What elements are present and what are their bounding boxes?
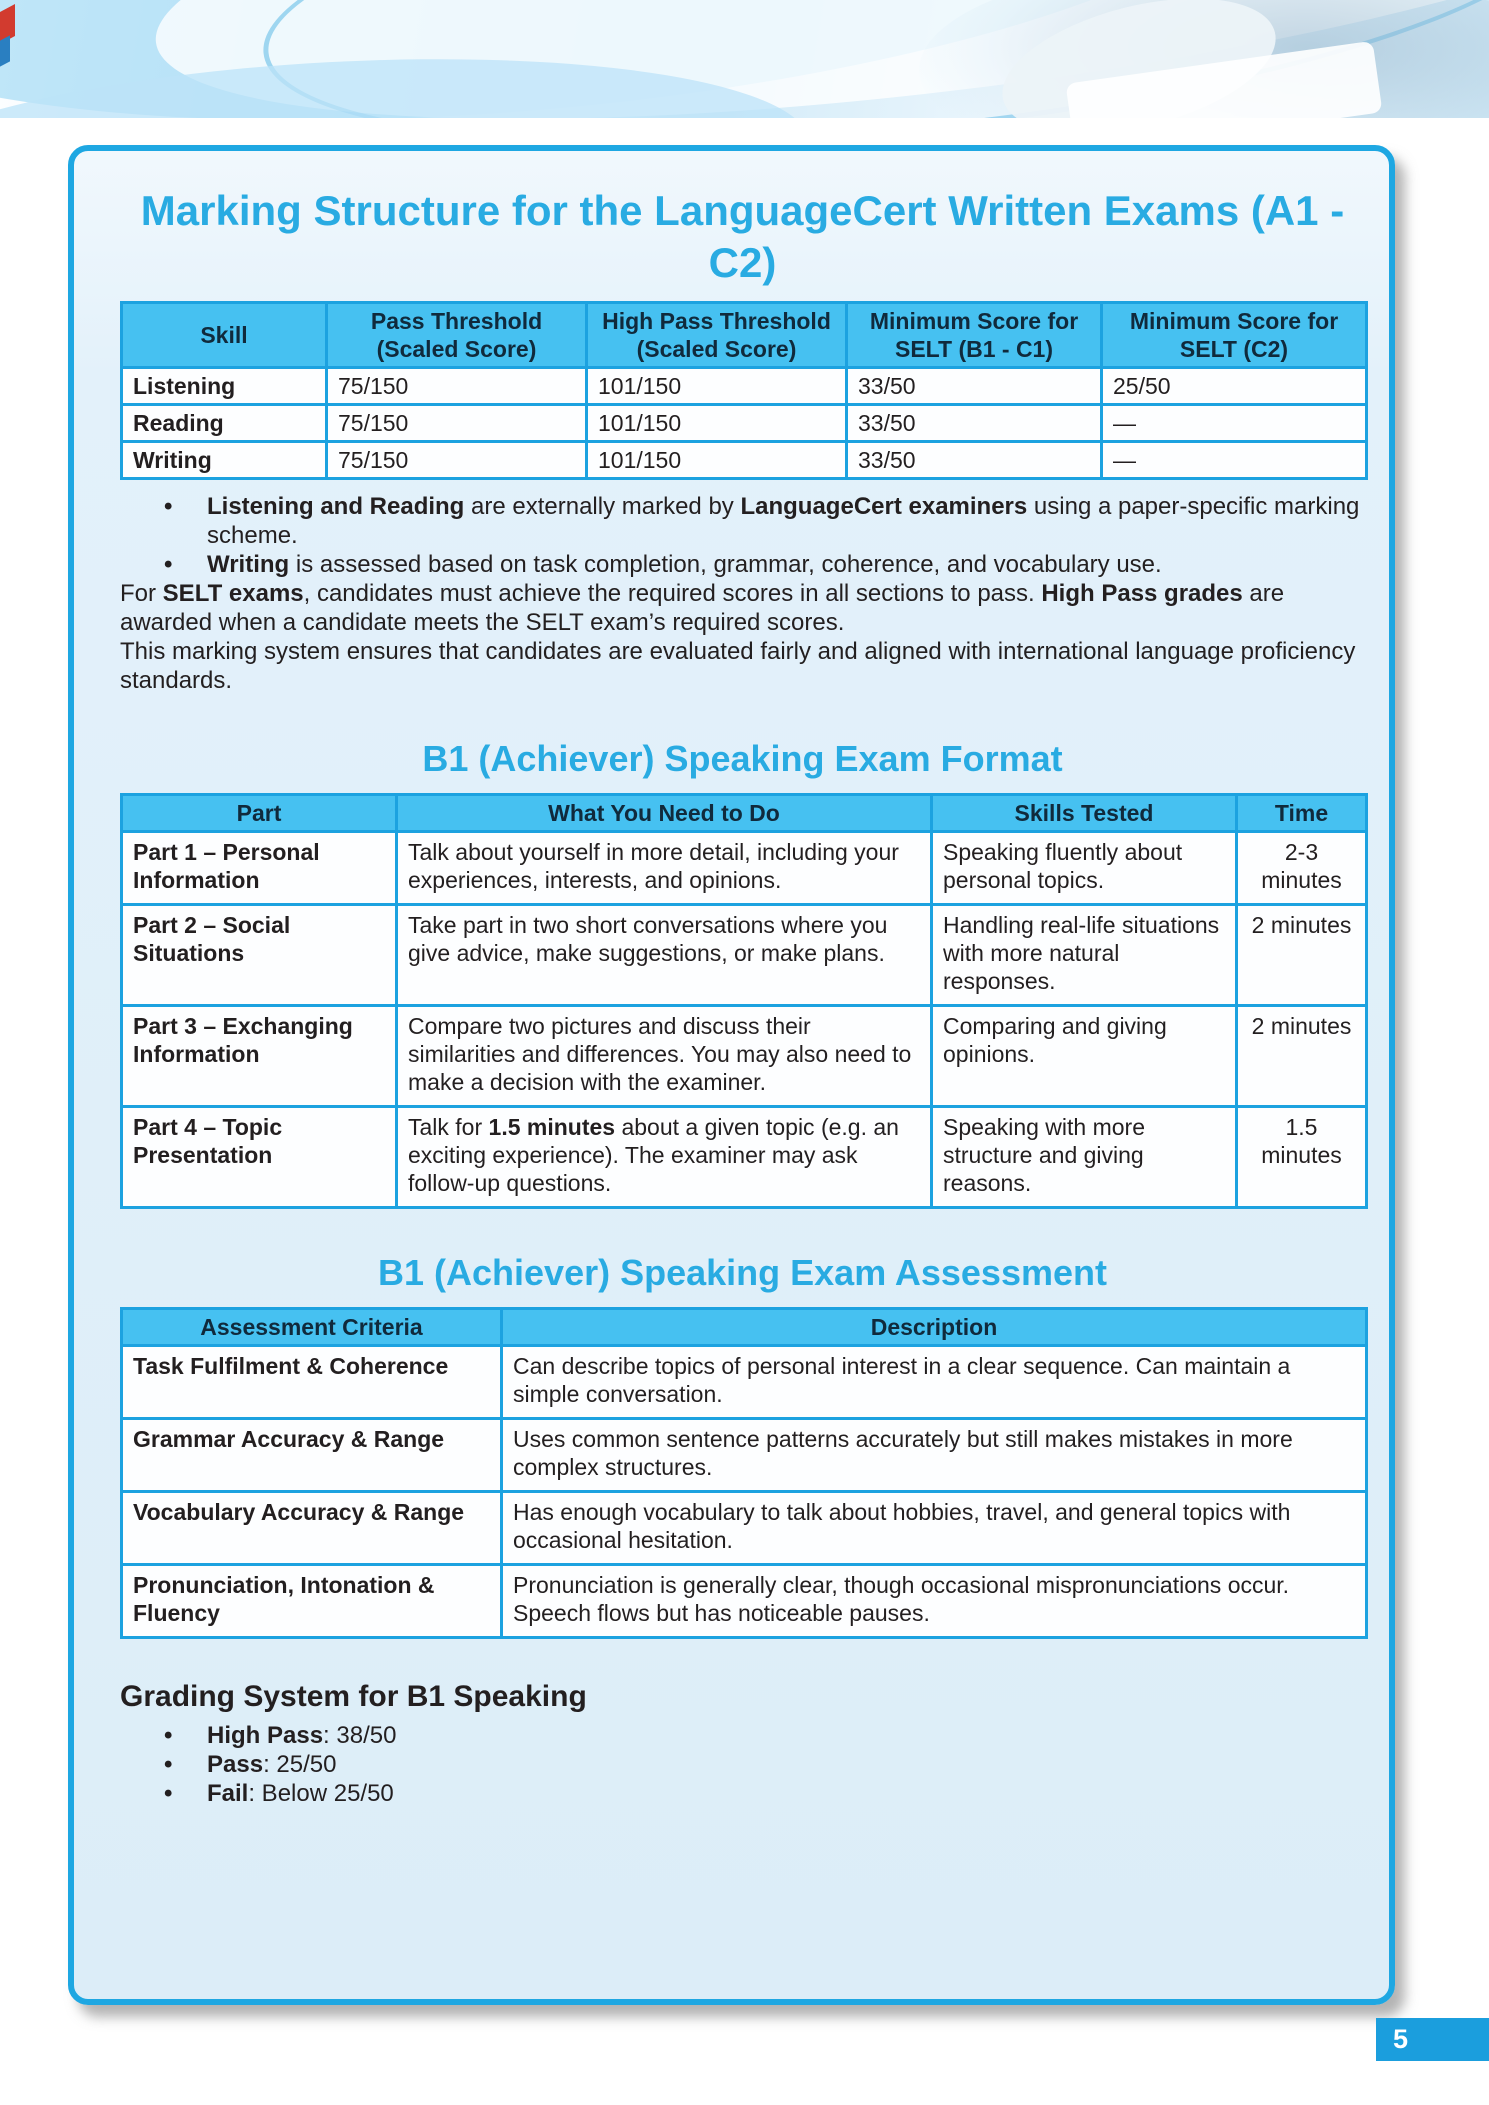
list-item-text: Writing is assessed based on task completion, grammar, coherence, and vocabulary use. [207, 551, 1162, 578]
table-row [122, 405, 1367, 442]
column-header: Minimum Score for SELT (C2) [1102, 303, 1367, 368]
list-item [120, 1750, 1365, 1779]
table-row [122, 442, 1367, 479]
table-cell: Task Fulfilment & Coherence [122, 1346, 502, 1419]
table-cell: Compare two pictures and discuss their similarities and differences. You may also need to make a decision with the examiner. [397, 1006, 932, 1107]
table-row [122, 905, 1367, 1006]
table-cell: Talk for 1.5 minutes about a given topic (e.g. an exciting experience). The examiner may ask follow-up questions. [397, 1107, 932, 1208]
table-cell: — [1102, 442, 1367, 479]
speaking-format-table [120, 793, 1368, 1209]
column-header: What You Need to Do [397, 795, 932, 832]
table-cell: 75/150 [327, 442, 587, 479]
table-header-row [122, 795, 1367, 832]
table-row [122, 1107, 1367, 1208]
table-cell: 33/50 [847, 442, 1102, 479]
column-header: Assessment Criteria [122, 1309, 502, 1346]
table-cell: Part 2 – Social Situations [122, 905, 397, 1006]
bullet-icon: • [164, 1780, 173, 1807]
column-header: Minimum Score for SELT (B1 - C1) [847, 303, 1102, 368]
column-header: Skills Tested [932, 795, 1237, 832]
section-title-speaking-assessment: B1 (Achiever) Speaking Exam Assessment [378, 1252, 1107, 1293]
bullet-icon: • [164, 551, 173, 578]
table-cell: Has enough vocabulary to talk about hobbies, travel, and general topics with occasional hesitation. [502, 1492, 1367, 1565]
table-cell: Handling real-life situations with more natural responses. [932, 905, 1237, 1006]
table-cell: 25/50 [1102, 368, 1367, 405]
grading-heading: Grading System for B1 Speaking [120, 1680, 587, 1713]
table-cell: Pronunciation is generally clear, though occasional mispronunciations occur. Speech flows but has noticeable pauses. [502, 1565, 1367, 1638]
table-cell: 2 minutes [1237, 905, 1367, 1006]
table-cell: Speaking fluently about personal topics. [932, 832, 1237, 905]
column-header: High Pass Threshold (Scaled Score) [587, 303, 847, 368]
table-cell: Vocabulary Accuracy & Range [122, 1492, 502, 1565]
table-row [122, 1006, 1367, 1107]
table-cell: 101/150 [587, 368, 847, 405]
list-item-text: Pass: 25/50 [207, 1751, 337, 1778]
list-item-text: Listening and Reading are externally marked by LanguageCert examiners using a paper-specific marking scheme. [207, 493, 1360, 549]
table-cell: Uses common sentence patterns accurately but still makes mistakes in more complex structures. [502, 1419, 1367, 1492]
table-cell: Listening [122, 368, 327, 405]
table-cell: Reading [122, 405, 327, 442]
page-number-badge [1376, 2018, 1489, 2061]
list-item [120, 492, 1365, 550]
table-cell: Talk about yourself in more detail, including your experiences, interests, and opinions. [397, 832, 932, 905]
section-title-speaking-format: B1 (Achiever) Speaking Exam Format [422, 738, 1063, 779]
table-row [122, 1419, 1367, 1492]
table-cell: 101/150 [587, 442, 847, 479]
paragraph: This marking system ensures that candidates are evaluated fairly and aligned with international language proficiency standards. [120, 638, 1356, 694]
table-cell: 2 minutes [1237, 1006, 1367, 1107]
list-item [120, 1779, 1365, 1808]
table-cell: Part 1 – Personal Information [122, 832, 397, 905]
table-cell: 75/150 [327, 405, 587, 442]
table-cell: Grammar Accuracy & Range [122, 1419, 502, 1492]
bullet-icon: • [164, 1751, 173, 1778]
content-panel [68, 145, 1395, 2005]
table-cell: 1.5 minutes [1237, 1107, 1367, 1208]
grading-bullet-list [120, 1721, 1365, 1808]
marking-structure-table [120, 301, 1368, 480]
table-header-row [122, 1309, 1367, 1346]
column-header: Part [122, 795, 397, 832]
paragraph: For SELT exams, candidates must achieve the required scores in all sections to pass. High Pass grades are awarded when a candidate meets the SELT exam’s required scores. [120, 580, 1285, 636]
table-cell: Part 4 – Topic Presentation [122, 1107, 397, 1208]
table-cell: Speaking with more structure and giving reasons. [932, 1107, 1237, 1208]
logo-fragment-blue [0, 35, 10, 66]
list-item [120, 550, 1365, 579]
column-header: Pass Threshold (Scaled Score) [327, 303, 587, 368]
table-cell: — [1102, 405, 1367, 442]
notes-bullet-list [120, 492, 1365, 579]
list-item [120, 1721, 1365, 1750]
bullet-icon: • [164, 493, 173, 520]
table-cell: 2-3 minutes [1237, 832, 1367, 905]
table-row [122, 1565, 1367, 1638]
table-cell: 33/50 [847, 405, 1102, 442]
list-item-text: High Pass: 38/50 [207, 1722, 397, 1749]
column-header: Description [502, 1309, 1367, 1346]
table-cell: Can describe topics of personal interest in a clear sequence. Can maintain a simple conversation. [502, 1346, 1367, 1419]
column-header: Time [1237, 795, 1367, 832]
table-cell: Pronunciation, Intonation & Fluency [122, 1565, 502, 1638]
assessment-table [120, 1307, 1368, 1639]
table-cell: 75/150 [327, 368, 587, 405]
table-row [122, 1492, 1367, 1565]
table-row [122, 1346, 1367, 1419]
page-title: Marking Structure for the LanguageCert Written Exams (A1 - C2) [140, 187, 1345, 286]
bullet-icon: • [164, 1722, 173, 1749]
table-cell: Part 3 – Exchanging Information [122, 1006, 397, 1107]
table-cell: Writing [122, 442, 327, 479]
table-row [122, 368, 1367, 405]
table-cell: Take part in two short conversations where you give advice, make suggestions, or make plans. [397, 905, 932, 1006]
table-header-row [122, 303, 1367, 368]
column-header: Skill [122, 303, 327, 368]
page-number: 5 [1393, 2024, 1409, 2054]
table-row [122, 832, 1367, 905]
table-cell: 33/50 [847, 368, 1102, 405]
table-cell: 101/150 [587, 405, 847, 442]
table-cell: Comparing and giving opinions. [932, 1006, 1237, 1107]
list-item-text: Fail: Below 25/50 [207, 1780, 394, 1807]
header-decorative-band [0, 0, 1489, 118]
